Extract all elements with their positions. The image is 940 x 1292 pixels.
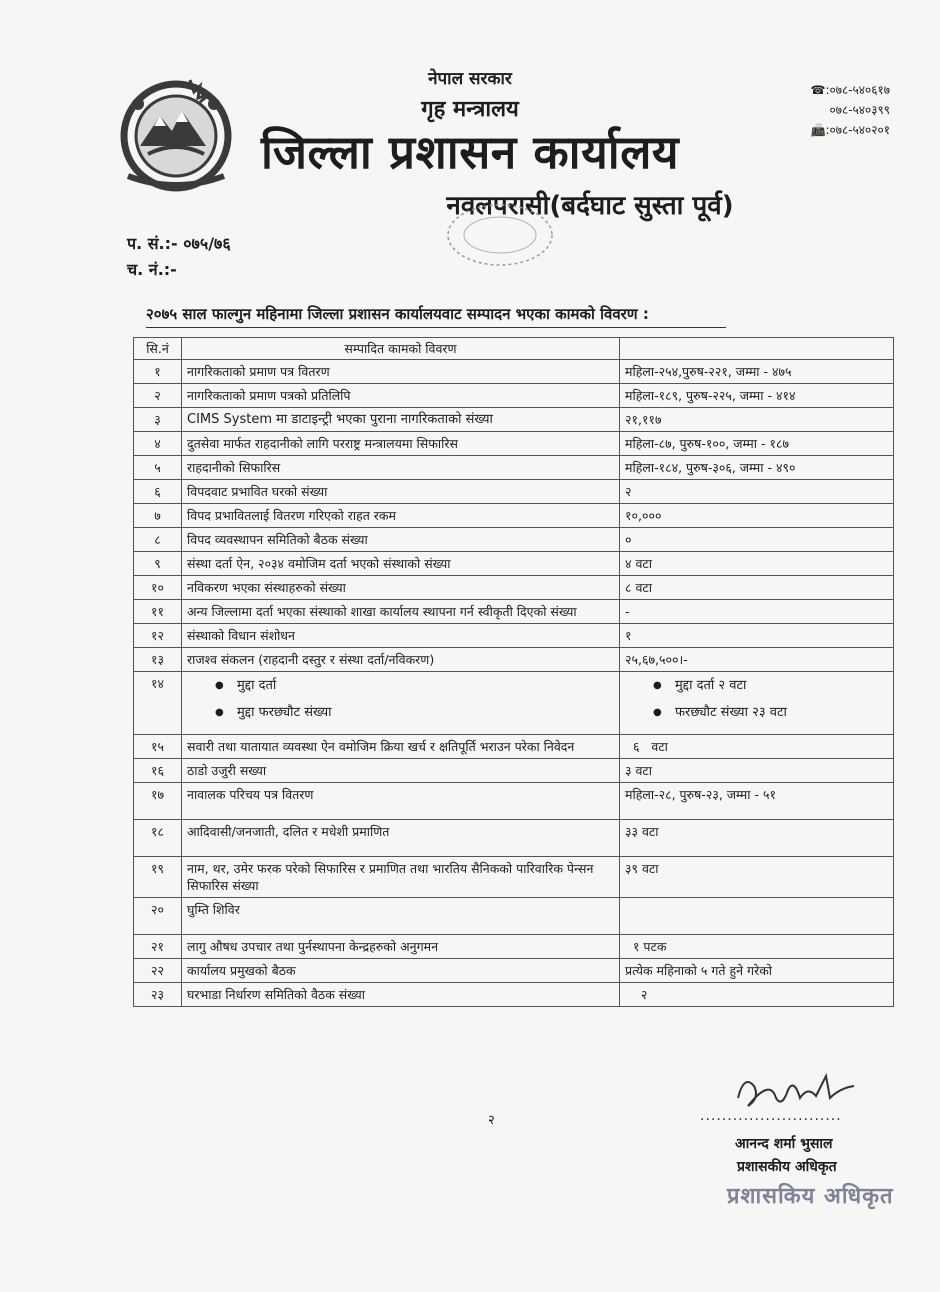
row-serial: १४ [134,672,182,735]
row-description: नाम, थर, उमेर फरक परेको सिफारिस र प्रमाणित तथा भारतिय सैनिकको पारिवारिक पेन्सन सिफारिस संख्या [182,857,620,898]
row-value: ३३ वटा [620,820,894,857]
list-item: ● मुद्दा फरछ्यौट संख्या [215,704,614,721]
row-description: कार्यालय प्रमुखको बैठक [182,959,620,983]
official-stamp: प्रशासकिय अधिकृत [727,1184,894,1209]
row-description: राजश्व संकलन (राहदानी दस्तुर र संस्था दर्ता/नविकरण) [182,648,620,672]
row-description: विपद प्रभावितलाई वितरण गरिएको राहत रकम [182,504,620,528]
table-row [134,504,894,528]
row-serial: ९ [134,552,182,576]
row-description: संस्थाको विधान संशोधन [182,624,620,648]
row-value [620,898,894,935]
list-item: ● मुद्दा दर्ता २ वटा [653,677,888,694]
table-row [134,735,894,759]
row-serial: ५ [134,456,182,480]
list-item: ● मुद्दा दर्ता [215,677,614,694]
row-value: महिला-८७, पुरुष-१००, जम्मा - १८७ [620,432,894,456]
table-row [134,624,894,648]
row-value: ६ वटा [620,735,894,759]
row-value: महिला-२८, पुरुष-२३, जम्मा - ५१ [620,783,894,820]
table-row [134,820,894,857]
row-serial: १ [134,360,182,384]
row-description: आदिवासी/जनजाती, दलित र मधेशी प्रमाणित [182,820,620,857]
contact-block [770,80,890,140]
row-serial: १५ [134,735,182,759]
row-serial: १९ [134,857,182,898]
row-serial: २१ [134,935,182,959]
office-name: जिल्ला प्रशासन कार्यालय [260,125,680,179]
table-row [134,360,894,384]
row-serial: १६ [134,759,182,783]
table-row [134,528,894,552]
table-row [134,432,894,456]
row-serial: ७ [134,504,182,528]
row-value: १०,००० [620,504,894,528]
ministry-name: गृह मन्त्रालय [421,97,519,122]
table-row [134,759,894,783]
row-value: ४ वटा [620,552,894,576]
row-serial: १० [134,576,182,600]
page-number: २ [488,1113,495,1128]
table-row [134,672,894,735]
case-value-list [625,677,888,721]
row-value: ० [620,528,894,552]
header-serial: सि.नं [134,338,182,360]
row-description: सवारी तथा यातायात व्यवस्था ऐन वमोजिम क्रिया खर्च र क्षतिपूर्ति भराउन परेका निवेदन [182,735,620,759]
row-description: घुम्ति शिविर [182,898,620,935]
header-value [620,338,894,360]
row-value: महिला-२५४,पुरुष-२२१, जम्मा - ४७५ [620,360,894,384]
row-serial: १३ [134,648,182,672]
phone-number-1: ☎:०७८-५४०६१७ [810,83,890,97]
table-row [134,935,894,959]
row-value: ३९ वटा [620,857,894,898]
row-description: राहदानीको सिफारिस [182,456,620,480]
row-value: - [620,600,894,624]
row-serial: २२ [134,959,182,983]
row-description: नविकरण भएका संस्थाहरुको संख्या [182,576,620,600]
table-row [134,857,894,898]
table-row [134,600,894,624]
office-location: नवलपरासी(बर्दघाट सुस्ता पूर्व) [446,191,734,221]
row-description: CIMS System मा डाटाइन्ट्री भएका पुराना नागरिकताको संख्या [182,408,620,432]
signer-designation: प्रशासकीय अधिकृत [737,1159,837,1175]
row-description [182,672,620,735]
table-row [134,983,894,1007]
table-row [134,408,894,432]
row-description: नावालक परिचय पत्र वितरण [182,783,620,820]
row-serial: १२ [134,624,182,648]
table-row [134,576,894,600]
row-description: विपदवाट प्रभावित घरको संख्या [182,480,620,504]
table-header-row [134,338,894,360]
government-name: नेपाल सरकार [428,69,512,89]
table-row [134,783,894,820]
row-serial: २ [134,384,182,408]
row-description: लागु औषध उपचार तथा पुर्नस्थापना केन्द्रहरुको अनुगमन [182,935,620,959]
row-serial: २० [134,898,182,935]
row-serial: २३ [134,983,182,1007]
row-value: महिला-१८४, पुरुष-३०६, जम्मा - ४९० [620,456,894,480]
table-row [134,480,894,504]
row-value: महिला-१८९, पुरुष-२२५, जम्मा - ४१४ [620,384,894,408]
reference-number: प. सं.:- ०७५/७६ [127,234,231,253]
row-serial: १८ [134,820,182,857]
row-description: घरभाडा निर्धारण समितिको वैठक संख्या [182,983,620,1007]
row-value: १ [620,624,894,648]
row-value [620,672,894,735]
table-row [134,959,894,983]
row-serial: ६ [134,480,182,504]
row-value: २१,११७ [620,408,894,432]
fax-number: 📠:०७८-५४०२०१ [810,123,890,137]
row-description: नागरिकताको प्रमाण पत्रको प्रतिलिपि [182,384,620,408]
row-serial: ८ [134,528,182,552]
table-row [134,648,894,672]
dispatch-number: च. नं.:- [127,260,177,279]
row-serial: १७ [134,783,182,820]
row-description: नागरिकताको प्रमाण पत्र वितरण [182,360,620,384]
header-description: सम्पादित कामको विवरण [182,338,620,360]
work-details-table [133,337,894,1007]
row-value: ८ वटा [620,576,894,600]
row-serial: ४ [134,432,182,456]
row-description: अन्य जिल्लामा दर्ता भएका संस्थाको शाखा कार्यालय स्थापना गर्न स्वीकृती दिएको संख्या [182,600,620,624]
row-value: २ [620,480,894,504]
phone-number-2: ०७८-५४०३९९ [829,103,890,117]
row-value: ३ वटा [620,759,894,783]
case-list [187,677,614,721]
row-value: १ पटक [620,935,894,959]
row-description: ठाडो उजुरी सख्या [182,759,620,783]
signature-line: .......................... [700,1108,842,1124]
row-serial: ३ [134,408,182,432]
row-value: प्रत्येक महिनाको ५ गते हुने गरेको [620,959,894,983]
signer-name: आनन्द शर्मा भुसाल [735,1136,833,1152]
table-row [134,456,894,480]
subject-underline [146,327,726,328]
report-subject: २०७५ साल फाल्गुन महिनामा जिल्ला प्रशासन कार्यालयवाट सम्पादन भएका कामको विवरण : [146,305,649,323]
row-value: २ [620,983,894,1007]
row-value: २५,६७,५००।- [620,648,894,672]
row-description: विपद व्यवस्थापन समितिको बैठक संख्या [182,528,620,552]
row-description: दुतसेवा मार्फत राहदानीको लागि परराष्ट्र मन्त्रालयमा सिफारिस [182,432,620,456]
list-item: ● फरछ्यौट संख्या २३ वटा [653,704,888,721]
table-row [134,552,894,576]
row-description: संस्था दर्ता ऐन, २०३४ वमोजिम दर्ता भएको संस्थाको संख्या [182,552,620,576]
table-row [134,898,894,935]
faint-seal-icon [440,195,560,275]
row-serial: ११ [134,600,182,624]
table-row [134,384,894,408]
